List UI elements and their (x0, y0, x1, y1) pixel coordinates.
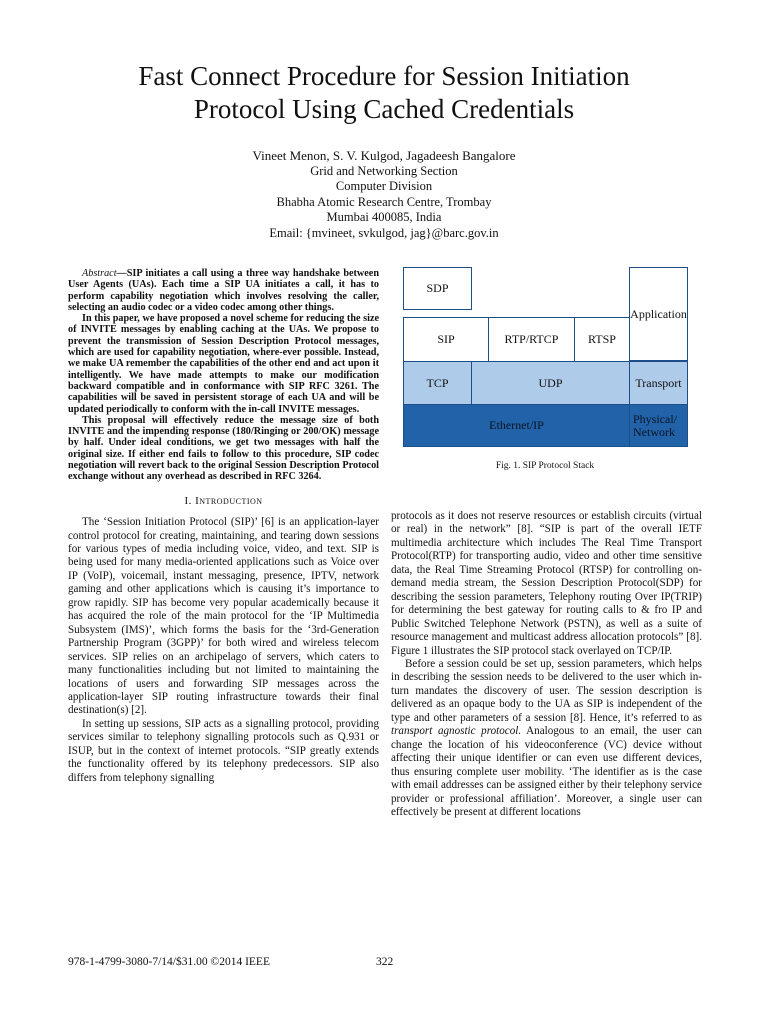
stack-tcp: TCP (403, 361, 472, 405)
stack-udp: UDP (471, 361, 630, 405)
stack-physical-network: Physical/ Network (629, 404, 688, 447)
abstract-paragraph-2: In this paper, we have proposed a novel scheme for reducing the size of INVITE messages by enabling caching at the UAs. We propose to prevent the transmission of Session Description Protocol messages, which are used for capability negotiation, where-ever possible. Instead, we make UA remember the capabilities of the other end and act upon it intelligently. We have made attempts to make our modification backward compatible and in conformance with SIP RFC 3261. The capabilities will be saved in persistent storage of each UA and will be updated periodically to conform with the in-call INVITE messages. (68, 313, 379, 415)
left-column (68, 268, 379, 785)
emphasis-transport-agnostic: transport agnostic protocol. (391, 725, 522, 738)
affiliation-division: Computer Division (335, 179, 433, 193)
abstract-lead: Abstract (82, 268, 117, 279)
title-line-1: Fast Connect Procedure for Session Initiation (138, 61, 630, 91)
stack-rtp-rtcp: RTP/RTCP (488, 317, 575, 362)
intro-paragraph-2: In setting up sessions, SIP acts as a signalling protocol, providing services similar to telephony signalling protocols such as Q.931 or ISUP, but in the context of internet protocols. “SIP greatly extends the functionality offered by its telephony predecessors. SIP also differs from telephony signalling (68, 717, 379, 784)
affiliation-city: Mumbai 400085, India (326, 210, 442, 224)
right-column (391, 510, 702, 819)
abstract (68, 268, 379, 483)
paper-title (40, 60, 728, 126)
section-heading-introduction: I. Introduction (184, 494, 263, 507)
author-email: Email: {mvineet, svkulgod, jag}@barc.gov.in (269, 225, 499, 240)
stack-transport: Transport (629, 361, 688, 405)
abstract-paragraph-1: Abstract—SIP initiates a call using a three way handshake between User Agents (UAs). Each time a SIP UA initiates a call, it has to perform capability negotiation which involves resolving the caller, selecting an audio codec or a video codec among other things. (68, 268, 379, 313)
author-names: Vineet Menon, S. V. Kulgod, Jagadeesh Bangalore (252, 148, 516, 163)
affiliation-section: Grid and Networking Section (310, 163, 458, 178)
stack-sdp: SDP (403, 267, 472, 310)
figure-sip-protocol-stack (400, 267, 690, 482)
page-number: 322 (376, 956, 394, 968)
stack-ethernet-ip: Ethernet/IP (403, 404, 630, 447)
footer-copyright: 978-1-4799-3080-7/14/$31.00 ©2014 IEEE (68, 956, 270, 968)
abstract-paragraph-3: This proposal will effectively reduce the message size of both INVITE and the impending response (180/Ringing or 200/OK) message by half. Under ideal conditions, we get two messages with half the original size. If either end fails to follow to this procedure, SIP codec negotiation will revert back to the original Session Description Protocol exchange without any overhead as described in RFC 3264. (68, 414, 379, 483)
stack-sip: SIP (403, 317, 489, 362)
figure-caption: Fig. 1. SIP Protocol Stack (495, 461, 595, 471)
affiliation-institute: Bhabha Atomic Research Centre, Trombay (276, 194, 492, 209)
stack-rtsp: RTSP (574, 317, 630, 362)
author-block (100, 148, 668, 241)
intro-paragraph-3: protocols as it does not reserve resources or establish circuits (virtual or real) in the network” [8]. “SIP is part of the overall IETF multimedia architecture which includes The Real Time Transport Protocol(RTP) for transporting audio, video and other time sensitive data, the Real Time Streaming Protocol (RTSP) for controlling on-demand media stream, the Session Description Protocol(SDP) for describing the session parameters, Telephony routing Over IP(TRIP) for determining the best gateway for routing calls to & fro IP and Public Switched Telephone Network (PSTN), as well as a suite of resource management and multicast address allocation protocols” [8]. Figure 1 illustrates the SIP protocol stack overlayed on TCP/IP. (391, 510, 702, 657)
title-line-2: Protocol Using Cached Credentials (193, 94, 575, 124)
stack-application: Application (629, 267, 688, 361)
intro-paragraph-4: Before a session could be set up, session parameters, which helps in describing the session needs to be delivered to the user which in-turn mandates the discovery of user. The session description is delivered as an opaque body to the UA as SIP is independent of the type and other parameters of a session [8]. Hence, it’s referred to as transport agnostic protocol. Analogous to an email, the user can change the location of his videoconference (VC) device without affecting their unique identifier or can even use different devices, thus ensuring complete user mobility. ‘The identifier as is the case with email addresses can be assigned either by their telephony service provider or professional affiliation’. Moreover, a single user can effectively be present at different locations (391, 657, 702, 818)
intro-paragraph-1: The ‘Session Initiation Protocol (SIP)’ [6] is an application-layer control protocol for creating, maintaining, and tearing down sessions for various types of media including voice, video, and text. SIP is being used for many media-oriented applications such as Voice over IP (VoIP), voicemail, instant messaging, presence, IPTV, network gaming and other applications which is causing it’s importance to grow rapidly. SIP has become very popular academically because it has acquired the role of the main protocol for the ‘IP Multimedia Subsystem (IMS)’, which forms the basis for the ‘3rd-Generation Partnership Program (3GPP)’ for both wired and wireless telecom services. SIP relies on an archipelago of servers, which caters to many functionalities including but not limited to maintaining the locations of users and forwarding SIP messages across the application-layer SIP routing infrastructure towards their final destination(s) [2]. (68, 516, 379, 717)
